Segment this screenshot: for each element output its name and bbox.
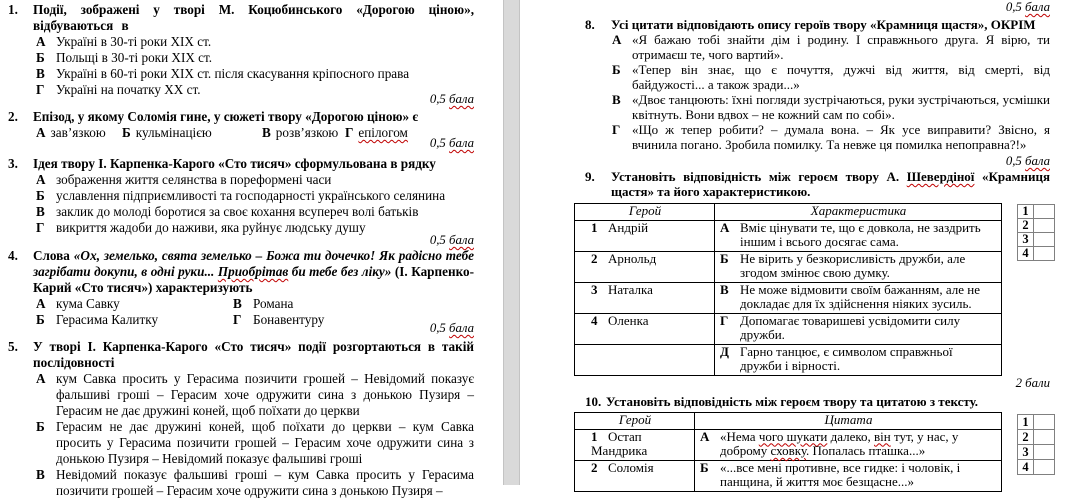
option-a: А зав’язкою: [36, 125, 106, 140]
question-8: [585, 17, 1050, 152]
question-1-number: 1.: [8, 2, 18, 17]
question-4-options-row-1: [8, 296, 474, 312]
question-4-stem-text: Слова «Ох, земелько, свята земелько – Божа ти дочечко! Як радісно тебе загрібати докупи, в одні руки... Приобрітав би тебе без ліку» (І. Карпенко-Карий «Сто тисяч») характеризують: [33, 248, 474, 295]
option-a: [36, 34, 474, 50]
question-8-options: [585, 32, 1050, 152]
option-a: А кум Савка просить у Герасима позичити грошей – Невідомий показує фальшиві гроші – Герасим хоче одружити сина з донькою Пузиря – Герасим не дає дружині коней, щоб поїхати до церкви: [36, 371, 474, 418]
column-header-hero: Герой: [575, 413, 695, 430]
hero-cell: 1 Остап Мандрика: [575, 429, 695, 460]
option-v: В «Двоє танцюють: їхні погляди зустрічаються, руки зустрічаються, усмішки квітнуть. Вони вдвох – не кожний сам по собі».: [612, 92, 1050, 122]
option-b: Б кульмінацією: [122, 125, 212, 140]
answer-row-number: 4: [1018, 247, 1034, 261]
option-b: Б «Тепер він знає, що є почуття, дужчі від життя, від смерті, від байдужості... а також зради...»: [612, 62, 1050, 92]
right-page: [521, 0, 1067, 489]
question-8-stem: [585, 17, 1050, 32]
matching-table-q9: [574, 203, 1002, 376]
option-b: Б уславлення підприємливості та господарності українського селянина: [36, 188, 446, 203]
characteristic-cell: А Вміє цінувати те, що є довкола, не заздрить іншим і всього досягає сама.: [715, 220, 1002, 251]
question-4-options-row-2: [8, 312, 474, 328]
question-3-stem-text: Ідея твору І. Карпенка-Карого «Сто тисяч» сформульована в рядку: [33, 156, 436, 171]
question-10: [585, 394, 1050, 409]
answer-cell[interactable]: [1034, 205, 1055, 219]
hero-cell: 1 Андрій: [575, 220, 715, 251]
question-3-options: [8, 172, 474, 236]
question-3: [8, 156, 474, 236]
option-v: [36, 66, 474, 82]
table-row: [575, 282, 1002, 313]
question-2-stem-text: Епізод, у якому Соломія гине, у сюжеті твору «Дорогою ціною» є: [33, 109, 419, 124]
quote-cell: Б «...все мені противне, все гидке: і чоловік, і панщина, й життя моє безщасне...»: [695, 460, 1002, 491]
characteristic-cell: Д Гарно танцює, є символом справжньої дружби і вірності.: [715, 344, 1002, 375]
hero-cell: 2 Арнольд: [575, 251, 715, 282]
question-4-number: 4.: [8, 248, 18, 263]
hero-cell: 3 Наталка: [575, 282, 715, 313]
hero-cell: 2 Соломія: [575, 460, 695, 491]
question-8-stem-text: Усі цитати відповідають опису героїв твору «Крамниця щастя», ОКРІМ: [611, 17, 1036, 32]
characteristic-cell: В Не може відмовити своїм бажанням, але не докладає для їх здійснення ніяких зусиль.: [715, 282, 1002, 313]
characteristic-cell: Б Не вірить у безкорисливість дружби, але згодом змінює свою думку.: [715, 251, 1002, 282]
question-5: [8, 339, 474, 499]
option-text: Польщі в 30-ті роки XIX ст.: [56, 50, 213, 65]
characteristic-cell: Г Допомагає товаришеві усвідомити силу дружби.: [715, 313, 1002, 344]
option-b: Б Герасима Калитку: [36, 312, 159, 327]
quote-cell: А «Нема чого шукати далеко, він тут, у нас, у доброму сховку. Попалась пташка...»: [695, 429, 1002, 460]
question-1-stem: [8, 2, 474, 34]
option-a: А «Я бажаю тобі знайти дім і родину. І справжнього друга. Я вірю, ти отримаєш те, чого вартий».: [612, 32, 1050, 62]
answer-cell[interactable]: [1034, 233, 1055, 247]
table-row: [575, 344, 1002, 375]
question-8-number: 8.: [585, 17, 595, 32]
hero-cell-empty: [575, 344, 715, 375]
option-letter: Г: [36, 82, 45, 97]
option-letter: Б: [36, 50, 45, 65]
question-5-options: [8, 371, 474, 499]
score-label-q3: 0,5 бала: [429, 233, 474, 247]
left-page: [0, 0, 503, 498]
option-v: В заклик до молоді боротися за своє кохання всупереч волі батьків: [36, 204, 419, 219]
answer-row-number: 2: [1018, 430, 1034, 445]
score-label-q2: 0,5 бала: [429, 136, 474, 150]
answer-grid-q10: [1017, 414, 1055, 475]
question-9-stem: [585, 169, 1050, 199]
score-label-q7: 0,5 бала: [1005, 0, 1050, 14]
option-v: В розв’язкою: [262, 125, 339, 140]
question-5-number: 5.: [8, 339, 18, 354]
option-g: Г «Що ж тепер робити? – думала вона. – Як усе виправити? Звісно, я вчинила погано. Зробила помилку. Та невже ця помилка непоправна?!»: [612, 122, 1050, 152]
table-header-row: [575, 413, 1002, 430]
question-9: [585, 169, 1050, 199]
option-a: А зображення життя селянства в пореформені часи: [36, 172, 332, 187]
score-label-q4: 0,5 бала: [429, 321, 474, 335]
question-2: [8, 109, 474, 141]
answer-cell[interactable]: [1034, 430, 1055, 445]
question-1: [8, 2, 474, 98]
answer-grid-q9: [1017, 204, 1055, 261]
option-letter: А: [36, 34, 46, 49]
option-g: Г епілогом: [345, 125, 408, 140]
column-header-quote: Цитата: [695, 413, 1002, 430]
option-text: Україні в 30-ті роки XIX ст.: [56, 34, 212, 49]
table-row: [575, 313, 1002, 344]
table-header-row: [575, 204, 1002, 221]
question-9-stem-text: Установіть відповідність між героєм твору А. Шевердіної «Крамниця щастя» та його характеристикою.: [611, 169, 1051, 199]
score-label-q1: 0,5 бала: [429, 92, 474, 106]
question-4: [8, 248, 474, 328]
option-g: [36, 82, 474, 98]
answer-cell[interactable]: [1034, 460, 1055, 475]
question-2-options: [8, 125, 474, 141]
answer-cell[interactable]: [1034, 247, 1055, 261]
question-3-number: 3.: [8, 156, 18, 171]
question-5-stem: [8, 339, 474, 371]
option-v: В Невідомий показує фальшиві гроші – кум Савка просить у Герасима позичити грошей – Герасим хоче одружити сина з донькою Пузиря –: [36, 467, 474, 498]
page-gap-divider: [503, 0, 520, 485]
answer-row-number: 3: [1018, 233, 1034, 247]
option-letter: В: [36, 66, 45, 81]
option-text: Україні в 60-ті роки XIX ст. після скасування кріпосного права: [56, 66, 410, 81]
question-2-stem: [8, 109, 474, 125]
table-row: [575, 220, 1002, 251]
column-header-characteristic: Характеристика: [715, 204, 1002, 221]
answer-row-number: 4: [1018, 460, 1034, 475]
option-v: В Романа: [233, 296, 294, 311]
question-4-stem: [8, 248, 474, 296]
question-10-number: 10.: [585, 394, 602, 409]
misspelled-word: епілогом: [358, 125, 408, 140]
answer-row-number: 3: [1018, 445, 1034, 460]
table-row: [575, 429, 1002, 460]
answer-cell[interactable]: [1034, 415, 1055, 430]
option-g: Г викриття жадоби до наживи, яка руйнує людську душу: [36, 220, 366, 235]
option-g: Г Бонавентуру: [233, 312, 325, 327]
answer-row-number: 2: [1018, 219, 1034, 233]
hero-cell: 4 Оленка: [575, 313, 715, 344]
answer-row-number: 1: [1018, 205, 1034, 219]
quote-with-misspellings: «Нема чого шукати далеко, він тут, у нас, у доброму сховку. Попалась пташка...»: [720, 428, 959, 458]
question-9-number: 9.: [585, 169, 595, 184]
question-1-stem-text: Події, зображені у творі М. Коцюбинського «Дорогою ціною», відбуваються в: [33, 2, 474, 33]
question-2-number: 2.: [8, 109, 18, 124]
score-label-q8: 0,5 бала: [1005, 154, 1050, 168]
score-label-q9: 2 бали: [1015, 376, 1050, 390]
answer-row-number: 1: [1018, 415, 1034, 430]
matching-table-q10: [574, 412, 1002, 492]
question-5-stem-text: У творі І. Карпенка-Карого «Сто тисяч» події розгортаються в такій послідовності: [33, 339, 474, 370]
question-3-stem: [8, 156, 474, 172]
option-b: [36, 50, 474, 66]
option-b: Б Герасим не дає дружині коней, щоб поїхати до церкви – кум Савка просить у Герасима позичити грошей – Герасим хоче одружити сина з донькою Пузиря – Невідомий показує фальшиві гроші: [36, 419, 474, 466]
answer-cell[interactable]: [1034, 219, 1055, 233]
question-10-stem: [585, 394, 1050, 409]
option-a: А кума Савку: [36, 296, 120, 311]
option-text: Україні на початку XX ст.: [56, 82, 201, 97]
table-row: [575, 251, 1002, 282]
table-row: [575, 460, 1002, 491]
answer-cell[interactable]: [1034, 445, 1055, 460]
question-10-stem-text: Установіть відповідність між героєм твору та цитатою з тексту.: [606, 394, 979, 409]
question-1-options: [8, 34, 474, 98]
column-header-hero: Герой: [575, 204, 715, 221]
